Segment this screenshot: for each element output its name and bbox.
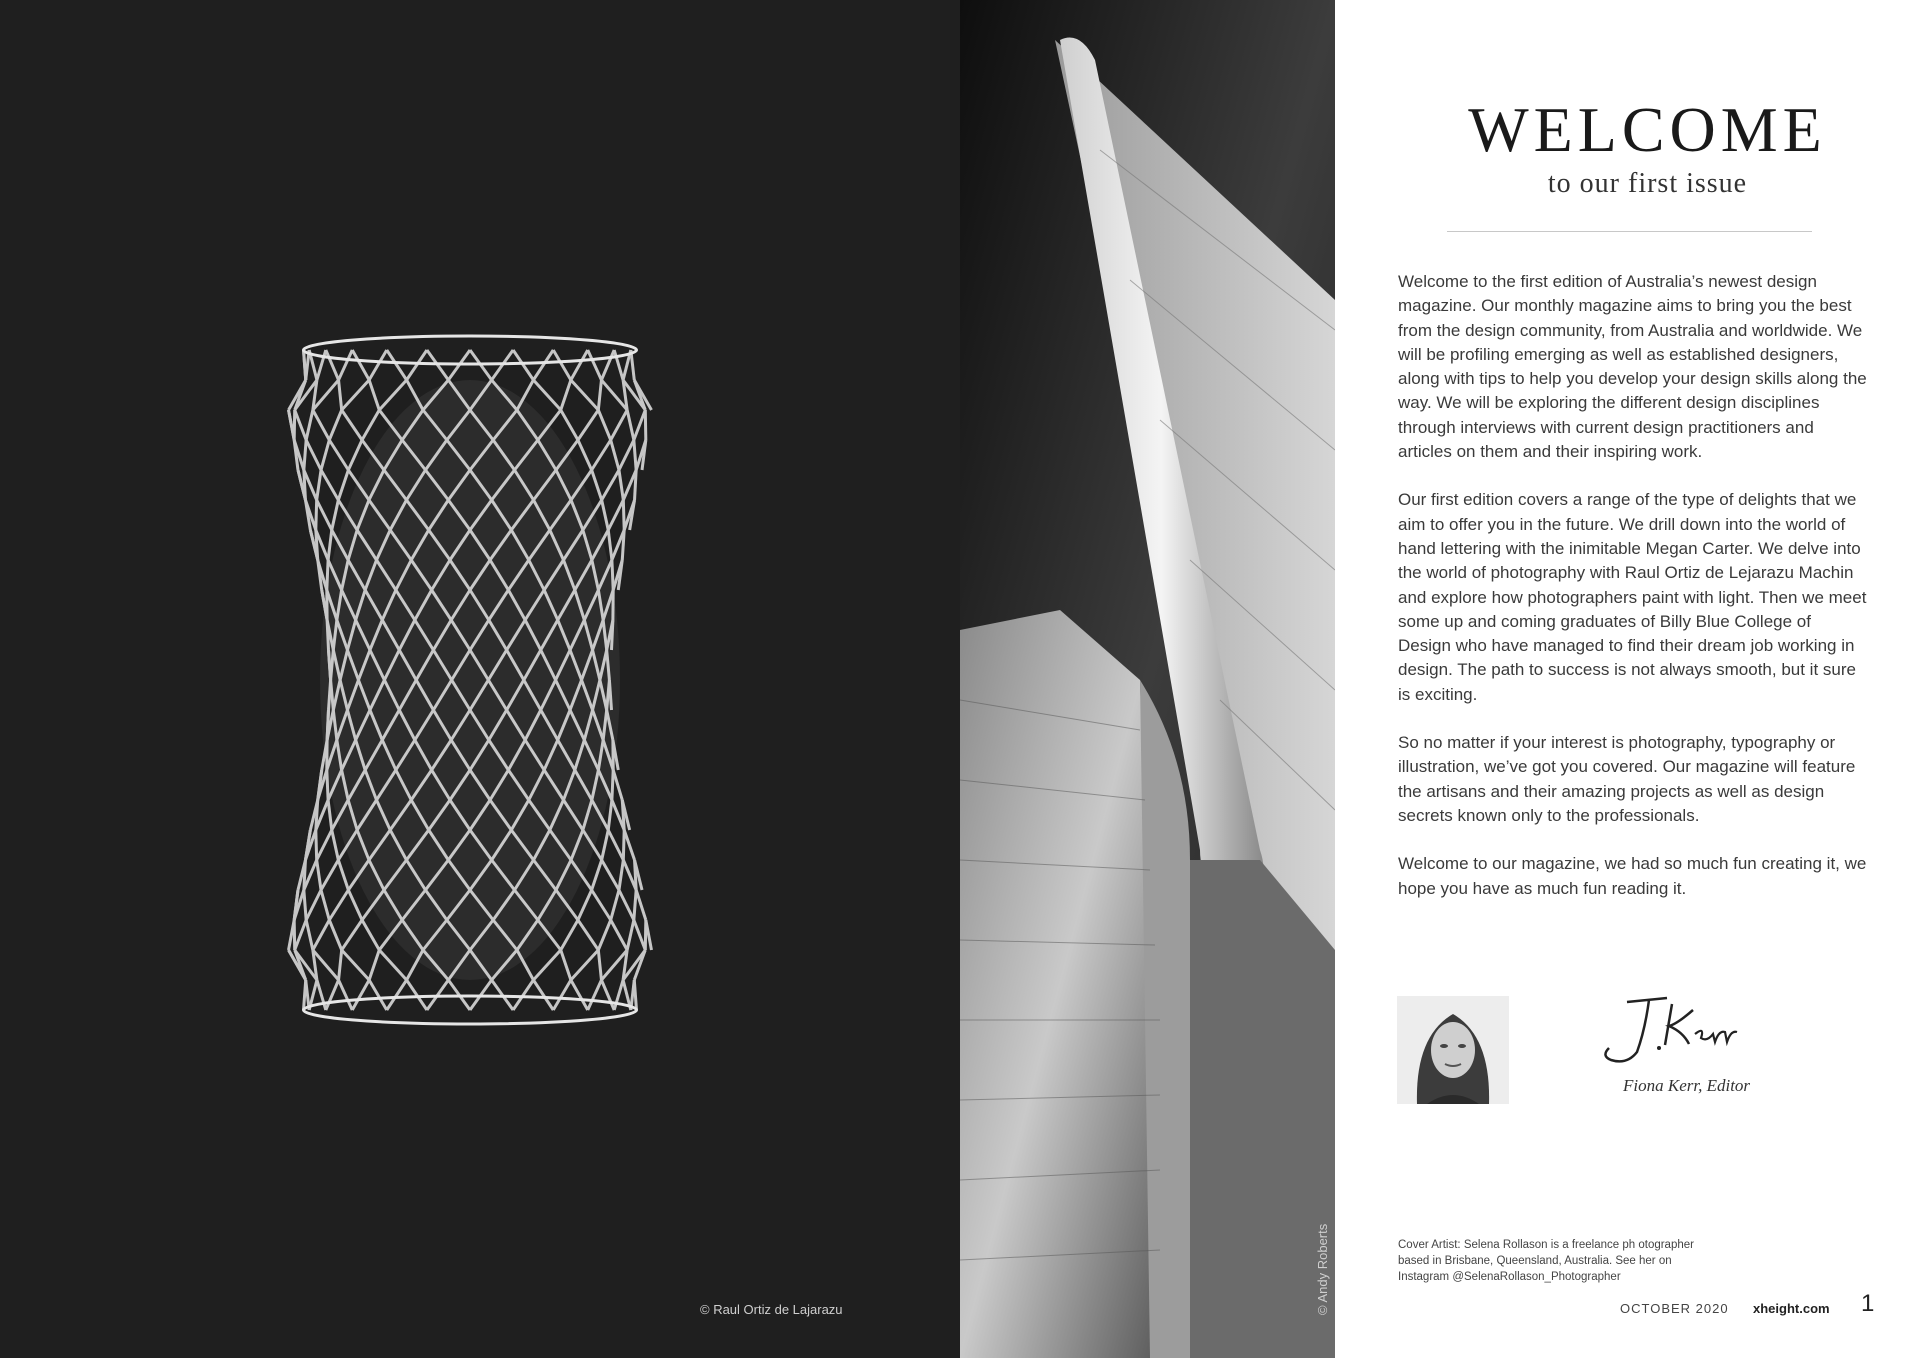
editor-name: Fiona Kerr, Editor [1623, 1076, 1751, 1095]
cover-credit-line: Instagram @SelenaRollason_Photographer [1398, 1271, 1621, 1283]
page-number: 1 [1861, 1290, 1875, 1317]
page-subtitle: to our first issue [1547, 168, 1748, 199]
editorial-page [1335, 0, 1920, 1358]
cover-credit-line: based in Brisbane, Queensland, Australia. See her on [1398, 1255, 1672, 1267]
architecture-photo-panel [960, 0, 1335, 1358]
title-divider [1447, 231, 1812, 232]
article-paragraph: Welcome to the first edition of Australia’s newest design magazine. Our monthly magazine aims to bring you the best from the design community, from Australia and worldwide. We will be profiling emerging as well as established designers, along with tips to help you develop your design skills along the way. We will be exploring the different design disciplines through interviews with current design practitioners and articles on them and their inspiring work. [1398, 272, 1867, 462]
issue-date: OCTOBER 2020 [1620, 1301, 1729, 1316]
page-title: WELCOME [1468, 94, 1827, 165]
cover-artist-credit [1398, 1237, 1758, 1285]
editor-portrait [1397, 996, 1509, 1104]
website-link[interactable]: xheight.com [1753, 1301, 1830, 1316]
left-photo-credit: © Raul Ortiz de Lajarazu [700, 1302, 843, 1317]
lattice-sculpture-image [270, 330, 670, 1030]
article-paragraph: Welcome to our magazine, we had so much fun creating it, we hope you have as much fun reading it. [1398, 854, 1867, 898]
architecture-image [960, 0, 1335, 1358]
article-paragraph: Our first edition covers a range of the type of delights that we aim to offer you in the future. We drill down into the world of hand lettering with the inimitable Megan Carter. We delve into the world of photography with Raul Ortiz de Lejarazu Machin and explore how photographers paint with light. Then we meet some up and coming graduates of Billy Blue College of Design who have managed to find their dream job working in design. The path to success is not always smooth, but it sure is exciting. [1398, 490, 1867, 704]
article-paragraph: So no matter if your interest is photography, typography or illustration, we’ve got you covered. Our magazine will feature the artisans and their amazing projects as well as design secrets known only to the professionals. [1398, 733, 1856, 825]
editor-signature [1597, 990, 1747, 1070]
article-body [1398, 270, 1868, 925]
cover-credit-line: Cover Artist: Selena Rollason is a freelance ph otographer [1398, 1239, 1694, 1251]
middle-photo-credit: © Andy Roberts [1315, 1223, 1330, 1315]
